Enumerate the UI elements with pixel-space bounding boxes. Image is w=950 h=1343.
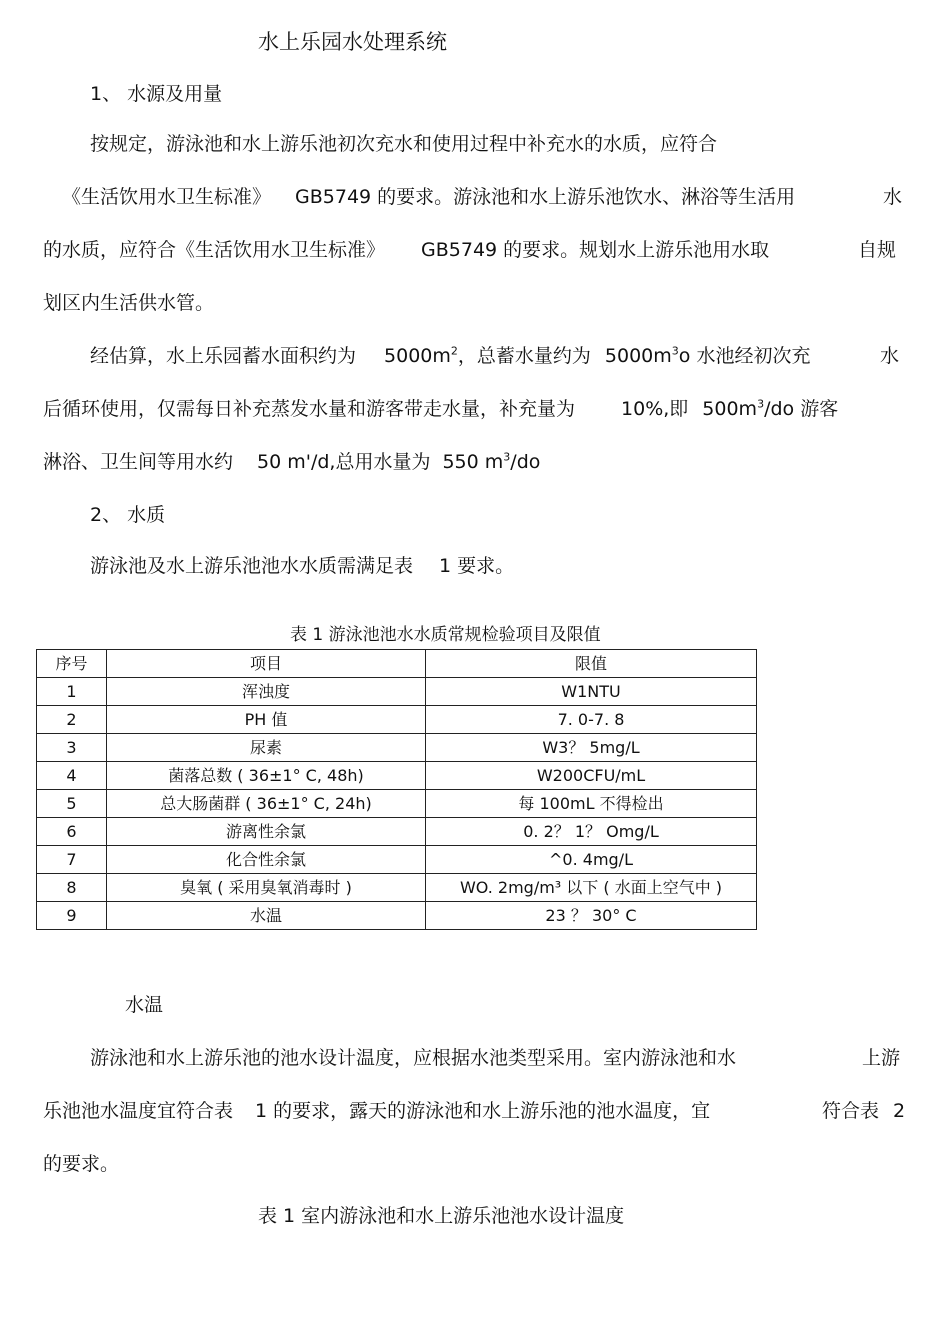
table-row xyxy=(37,818,757,846)
table2-caption: 表 1 室内游泳池和水上游乐池池水设计温度 xyxy=(258,1205,625,1227)
table-header-cell: 序号 xyxy=(37,650,107,678)
paragraph-line: 游泳池及水上游乐池池水水质需满足表 1 要求。 xyxy=(90,555,515,577)
table-cell-index: 7 xyxy=(37,846,107,874)
paragraph-line: 按规定，游泳池和水上游乐池初次充水和使用过程中补充水的水质，应符合 xyxy=(90,133,718,155)
table-cell-index: 8 xyxy=(37,874,107,902)
table-cell-item: PH 值 xyxy=(107,706,426,734)
table-cell-index: 2 xyxy=(37,706,107,734)
table-row xyxy=(37,790,757,818)
table-row xyxy=(37,678,757,706)
table-cell-item: 浑浊度 xyxy=(107,678,426,706)
table-cell-index: 6 xyxy=(37,818,107,846)
paragraph-line: 乐池池水温度宜符合表 1 的要求，露天的游泳池和水上游乐池的池水温度，宜 xyxy=(43,1100,711,1122)
table-cell-index: 1 xyxy=(37,678,107,706)
table-cell-item: 水温 xyxy=(107,902,426,930)
document-title: 水上乐园水处理系统 xyxy=(258,30,447,54)
table-header-cell: 限值 xyxy=(426,650,757,678)
table-header-row xyxy=(37,650,757,678)
water-quality-table xyxy=(36,649,757,930)
table-cell-limit: W200CFU/mL xyxy=(426,762,757,790)
paragraph-line: 淋浴、卫生间等用水约 50 m'/d,总用水量为 550 $m^3/do$ xyxy=(43,450,541,473)
paragraph-line: 划区内生活供水管。 xyxy=(43,292,215,314)
table-cell-limit: ^0. 4mg/L xyxy=(426,846,757,874)
table-header-cell: 项目 xyxy=(107,650,426,678)
table-cell-item: 总大肠菌群 ( 36±1° C, 24h) xyxy=(107,790,426,818)
table-cell-index: 4 xyxy=(37,762,107,790)
table-cell-item: 游离性余氯 xyxy=(107,818,426,846)
table-cell-limit: W1NTU xyxy=(426,678,757,706)
table-cell-limit: W3？ 5mg/L xyxy=(426,734,757,762)
table-cell-limit: WO. 2mg/m³ 以下 ( 水面上空气中 ) xyxy=(426,874,757,902)
table-row xyxy=(37,874,757,902)
table-cell-item: 尿素 xyxy=(107,734,426,762)
table-cell-limit: 23 ？ 30° C xyxy=(426,902,757,930)
section-heading-water-quality: 2、 水质 xyxy=(90,504,166,526)
table1-caption: 表 1 游泳池池水水质常规检验项目及限值 xyxy=(290,625,601,645)
paragraph-line: 后循环使用，仅需每日补充蒸发水量和游客带走水量，补充量为 10%,即 $500m^3/do$ 游客 xyxy=(43,397,839,420)
table-cell-index: 9 xyxy=(37,902,107,930)
paragraph-line-end: 水 xyxy=(880,345,900,367)
paragraph-line-end: 水 xyxy=(883,186,903,208)
table-cell-limit: 每 100mL 不得检出 xyxy=(426,790,757,818)
table-cell-limit: 7. 0-7. 8 xyxy=(426,706,757,734)
table-row xyxy=(37,762,757,790)
table-cell-item: 臭氧 ( 采用臭氧消毒时 ) xyxy=(107,874,426,902)
section-heading-water-source: 1、 水源及用量 xyxy=(90,83,223,105)
paragraph-line: 的水质，应符合《生活饮用水卫生标准》 GB5749 的要求。规划水上游乐池用水取 xyxy=(43,239,770,261)
table-cell-item: 菌落总数 ( 36±1° C, 48h) xyxy=(107,762,426,790)
paragraph-line: 游泳池和水上游乐池的池水设计温度，应根据水池类型采用。室内游泳池和水 xyxy=(90,1047,737,1069)
paragraph-line: 的要求。 xyxy=(43,1153,120,1175)
table-cell-index: 3 xyxy=(37,734,107,762)
table-row xyxy=(37,734,757,762)
paragraph-line-end: 自规 xyxy=(858,239,897,261)
table-cell-index: 5 xyxy=(37,790,107,818)
paragraph-line: 经估算，水上乐园蓄水面积约为 $5000m^2$，总蓄水量约为 $5000m^3o$ 水池经初次充 xyxy=(90,344,811,367)
table-row xyxy=(37,706,757,734)
table-row xyxy=(37,846,757,874)
section-heading-water-temperature: 水温 xyxy=(125,994,164,1016)
paragraph-line-end: 上游 xyxy=(862,1047,901,1069)
table-cell-item: 化合性余氯 xyxy=(107,846,426,874)
paragraph-line: 《生活饮用水卫生标准》 GB5749 的要求。游泳池和水上游乐池饮水、淋浴等生活用 xyxy=(62,186,796,208)
table-cell-limit: 0. 2？ 1？ Omg/L xyxy=(426,818,757,846)
paragraph-line-end: 符合表 2 xyxy=(822,1100,906,1122)
table-row xyxy=(37,902,757,930)
